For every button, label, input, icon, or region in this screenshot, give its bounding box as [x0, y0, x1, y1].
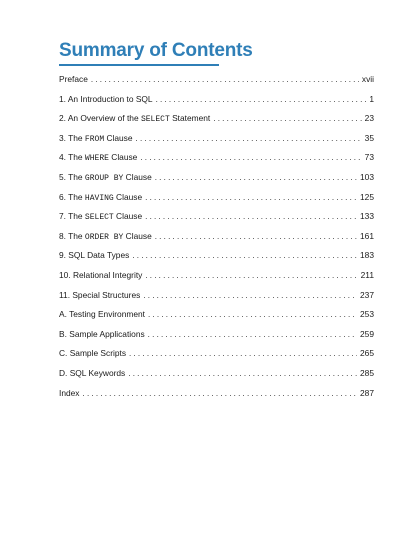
toc-entry-text: Statement: [169, 113, 211, 124]
toc-entry[interactable]: [59, 172, 374, 192]
toc-entry-title: [59, 250, 129, 260]
toc-entry-keyword: FROM: [84, 134, 105, 144]
toc-dot-leader: [145, 193, 357, 202]
toc-entry-text: 4. The: [59, 152, 85, 163]
toc-entry-text: 1. An Introduction to SQL: [59, 93, 153, 104]
toc-dot-leader: [91, 75, 359, 84]
toc-dot-leader: [155, 173, 357, 182]
toc-entry-text: 2. An Overview of the: [59, 113, 141, 124]
toc-page-number: 103: [360, 171, 374, 182]
toc-page-number: 1: [369, 93, 374, 104]
toc-entry-title: [59, 211, 142, 222]
toc-page-number: 253: [360, 309, 374, 320]
toc-dot-leader: [148, 330, 357, 339]
toc-entry-title: [59, 133, 133, 144]
toc-entry-text: C. Sample Scripts: [59, 348, 127, 359]
toc-entry[interactable]: [59, 270, 374, 290]
toc-page-number: 287: [360, 387, 374, 398]
toc-page-number: 133: [360, 211, 374, 222]
toc-entry-title: [59, 388, 80, 398]
toc-entry[interactable]: [59, 133, 374, 153]
toc-entry-keyword: WHERE: [84, 154, 109, 164]
toc-entry[interactable]: [59, 192, 374, 212]
page-title: Summary of Contents: [59, 40, 253, 61]
toc-page-number: 73: [364, 152, 374, 163]
toc-entry-text: Index: [59, 387, 80, 398]
toc-entry-text: 11. Special Structures: [59, 289, 141, 300]
toc-dot-leader: [156, 95, 367, 104]
toc-dot-leader: [83, 389, 358, 398]
toc-dot-leader: [213, 114, 361, 123]
toc-page-number: 23: [364, 113, 374, 124]
toc-entry[interactable]: [59, 309, 374, 329]
toc-dot-leader: [145, 212, 357, 221]
toc-page-number: 211: [360, 269, 374, 280]
toc-entry-keyword: SELECT: [84, 213, 114, 223]
toc-entry[interactable]: [59, 113, 374, 133]
toc-entry-text: Clause: [113, 211, 143, 222]
toc-page-number: 265: [360, 348, 374, 359]
toc-page-number: 35: [364, 132, 374, 143]
toc-dot-leader: [132, 251, 357, 260]
toc-entry-text: 6. The: [59, 191, 85, 202]
toc-entry[interactable]: [59, 250, 374, 270]
toc-entry-title: [59, 74, 88, 84]
toc-entry-text: 8. The: [59, 230, 85, 241]
toc-entry-text: Clause: [123, 230, 152, 241]
toc-entry-text: B. Sample Applications: [59, 328, 145, 339]
toc-entry-title: [59, 270, 142, 280]
toc-entry-text: 7. The: [59, 211, 85, 222]
toc-entry-title: [59, 113, 210, 124]
toc-entry-text: Preface: [59, 74, 88, 84]
toc-dot-leader: [145, 271, 357, 280]
toc-entry-title: [59, 329, 145, 339]
toc-entry-text: Clause: [104, 132, 133, 143]
toc-entry[interactable]: [59, 231, 374, 251]
toc-entry-title: [59, 368, 125, 378]
title-underline: [59, 64, 219, 66]
toc-entry-title: [59, 348, 126, 358]
toc-page-number: 285: [360, 367, 374, 378]
toc-entry-keyword: ORDER BY: [84, 232, 124, 242]
table-of-contents: [59, 74, 374, 407]
toc-entry[interactable]: [59, 368, 374, 388]
toc-dot-leader: [155, 232, 357, 241]
toc-entry-text: Clause: [123, 171, 152, 182]
toc-page-number: 161: [360, 230, 374, 241]
toc-dot-leader: [129, 349, 357, 358]
toc-entry-text: Clause: [108, 152, 138, 163]
toc-entry-text: 10. Relational Integrity: [59, 269, 143, 280]
toc-dot-leader: [136, 134, 362, 143]
toc-page-number: 259: [360, 328, 374, 339]
toc-entry[interactable]: [59, 74, 374, 94]
toc-entry-text: 3. The: [59, 132, 85, 143]
toc-entry-title: [59, 172, 152, 183]
toc-entry-keyword: GROUP BY: [84, 173, 124, 183]
toc-entry[interactable]: [59, 152, 374, 172]
toc-entry-keyword: HAVING: [84, 193, 114, 203]
toc-entry-title: [59, 290, 140, 300]
toc-entry-title: [59, 231, 152, 242]
toc-page-number: xvii: [361, 74, 374, 84]
toc-entry[interactable]: [59, 290, 374, 310]
toc-entry-text: 5. The: [59, 171, 85, 182]
toc-entry-title: [59, 94, 153, 104]
toc-dot-leader: [148, 310, 357, 319]
toc-page-number: 237: [360, 289, 374, 300]
toc-page-number: 183: [360, 250, 374, 261]
toc-entry[interactable]: [59, 94, 374, 114]
toc-dot-leader: [128, 369, 357, 378]
toc-entry-title: [59, 152, 137, 163]
toc-entry[interactable]: [59, 211, 374, 231]
toc-entry-text: Clause: [113, 191, 143, 202]
toc-page-number: 125: [360, 191, 374, 202]
toc-entry-keyword: SELECT: [140, 115, 170, 125]
toc-entry-text: A. Testing Environment: [59, 309, 145, 320]
toc-entry-title: [59, 309, 145, 319]
toc-entry-title: [59, 192, 142, 203]
toc-entry-text: 9. SQL Data Types: [59, 250, 130, 261]
toc-dot-leader: [143, 291, 357, 300]
toc-entry-text: D. SQL Keywords: [59, 367, 126, 378]
toc-entry[interactable]: [59, 329, 374, 349]
toc-entry[interactable]: [59, 388, 374, 408]
toc-entry[interactable]: [59, 348, 374, 368]
toc-dot-leader: [140, 153, 361, 162]
